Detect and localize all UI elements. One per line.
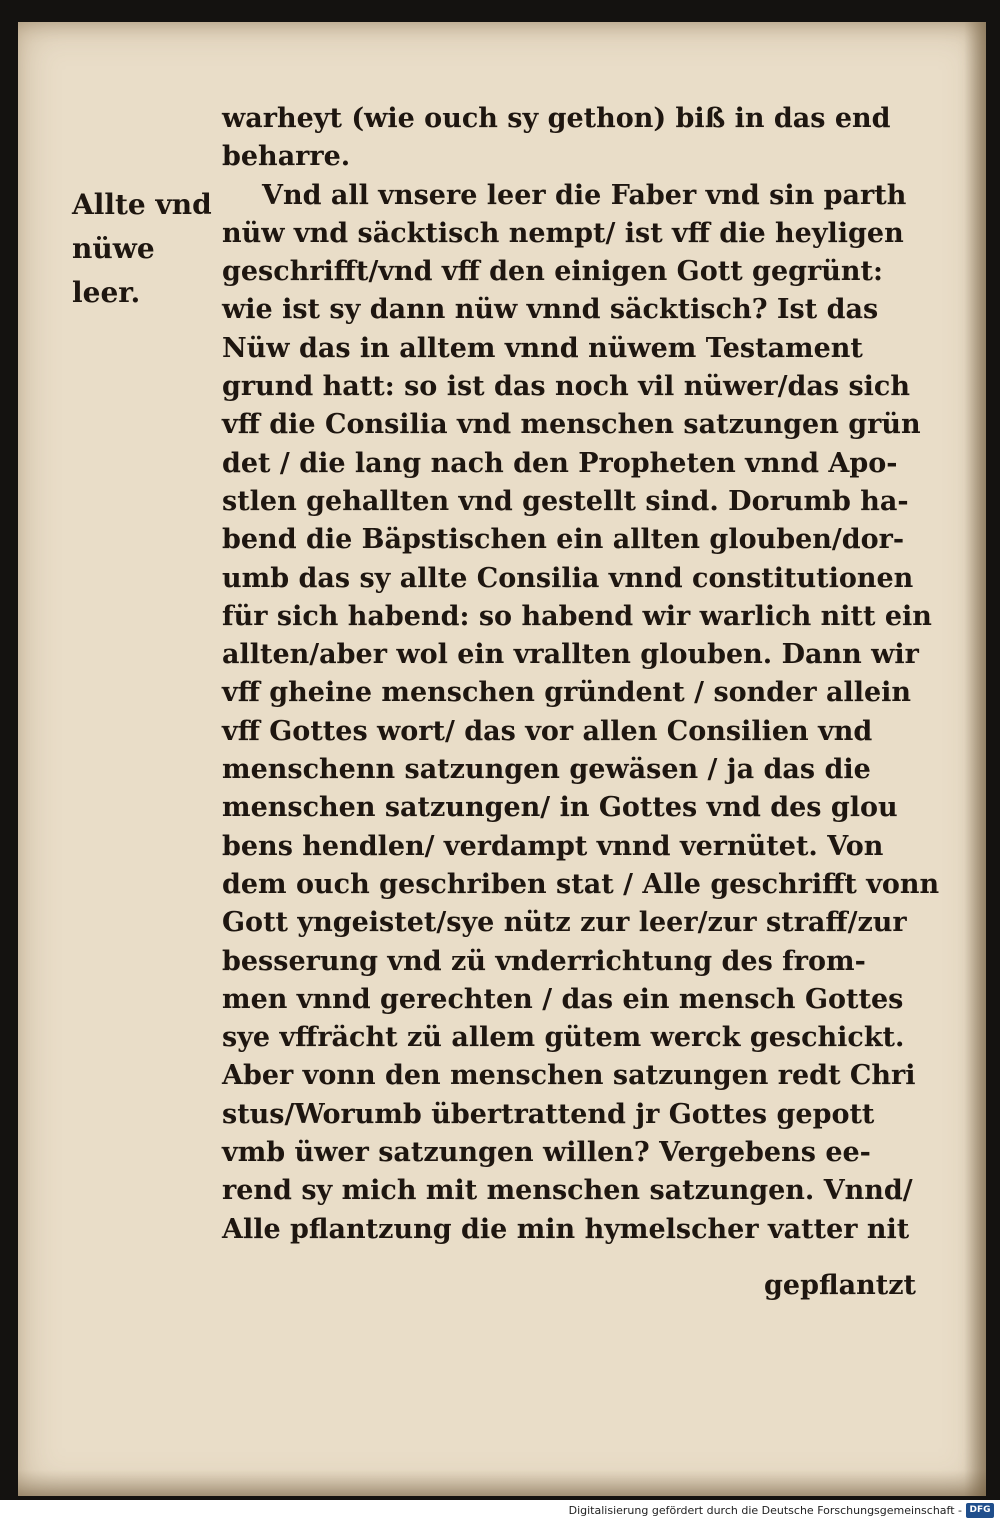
text-line: stus/Worumb übertrattend jr Gottes gepott <box>222 1098 875 1130</box>
catchword: gepflantzt <box>764 1270 916 1301</box>
text-line: Nüw das in alltem vnnd nüwem Testament <box>222 332 863 364</box>
text-line: grund hatt: so ist das noch vil nüwer/das sich <box>222 371 910 403</box>
text-line: besserung vnd zü vnderrichtung des from- <box>222 945 866 977</box>
margin-note-line: Allte vnd <box>72 188 212 221</box>
text-line: bens hendlen/ verdampt vnnd vernütet. Von <box>222 830 884 862</box>
text-line: vff gheine menschen gründent / sonder allein <box>222 677 912 709</box>
text-line: men vnnd gerechten / das ein mensch Gottes <box>222 983 904 1015</box>
text-line: nüw vnd säcktisch nempt/ ist vff die heyligen <box>222 217 904 249</box>
funding-credit: Digitalisierung gefördert durch die Deutsche Forschungsgemeinschaft - <box>568 1504 962 1517</box>
margin-note <box>72 183 212 315</box>
text-line: umb das sy allte Consilia vnnd constitutionen <box>222 562 914 594</box>
text-line: vff Gottes wort/ das vor allen Consilien vnd <box>222 715 873 747</box>
text-line: für sich habend: so habend wir warlich nitt ein <box>222 600 932 632</box>
text-line: bend die Bäpstischen ein allten glouben/dor- <box>222 524 905 556</box>
text-line: vff die Consilia vnd menschen satzungen grün <box>222 409 921 441</box>
text-line: rend sy mich mit menschen satzungen. Vnnd/ <box>222 1175 913 1207</box>
text-line: Vnd all vnsere leer die Faber vnd sin parth <box>262 179 907 211</box>
text-line: Alle pflantzung die min hymelscher vatter nit <box>222 1213 910 1245</box>
text-line: stlen gehallten vnd gestellt sind. Dorumb ha- <box>222 485 909 517</box>
text-line: Aber vonn den menschen satzungen redt Chri <box>222 1060 916 1092</box>
text-line: menschenn satzungen gewäsen / ja das die <box>222 754 871 786</box>
text-line: Gott yngeistet/sye nütz zur leer/zur straff/zur <box>222 907 907 939</box>
page-bottom-shadow <box>18 1470 986 1496</box>
text-line: menschen satzungen/ in Gottes vnd des glou <box>222 792 898 824</box>
text-line: sye vffrächt zü allem gütem werck geschickt. <box>222 1022 905 1054</box>
dfg-logo-icon: DFG <box>966 1503 994 1518</box>
text-line: wie ist sy dann nüw vnnd säcktisch? Ist das <box>222 294 879 326</box>
text-line: beharre. <box>222 141 351 173</box>
margin-note-line: nüwe <box>72 232 155 265</box>
text-line: dem ouch geschriben stat / Alle geschrifft vonn <box>222 868 940 900</box>
text-line: vmb üwer satzungen willen? Vergebens ee- <box>222 1137 871 1169</box>
margin-note-line: leer. <box>72 276 141 309</box>
text-line: det / die lang nach den Propheten vnnd Apo- <box>222 447 898 479</box>
main-text <box>222 100 940 1249</box>
text-line: allten/aber wol ein vrallten glouben. Dann wir <box>222 639 919 671</box>
text-line: geschrifft/vnd vff den einigen Gott gegrünt: <box>222 256 883 288</box>
text-line: warheyt (wie ouch sy gethon) biß in das end <box>222 103 891 134</box>
footer-bar <box>0 1500 1000 1523</box>
page-edge-shadow <box>964 22 986 1496</box>
